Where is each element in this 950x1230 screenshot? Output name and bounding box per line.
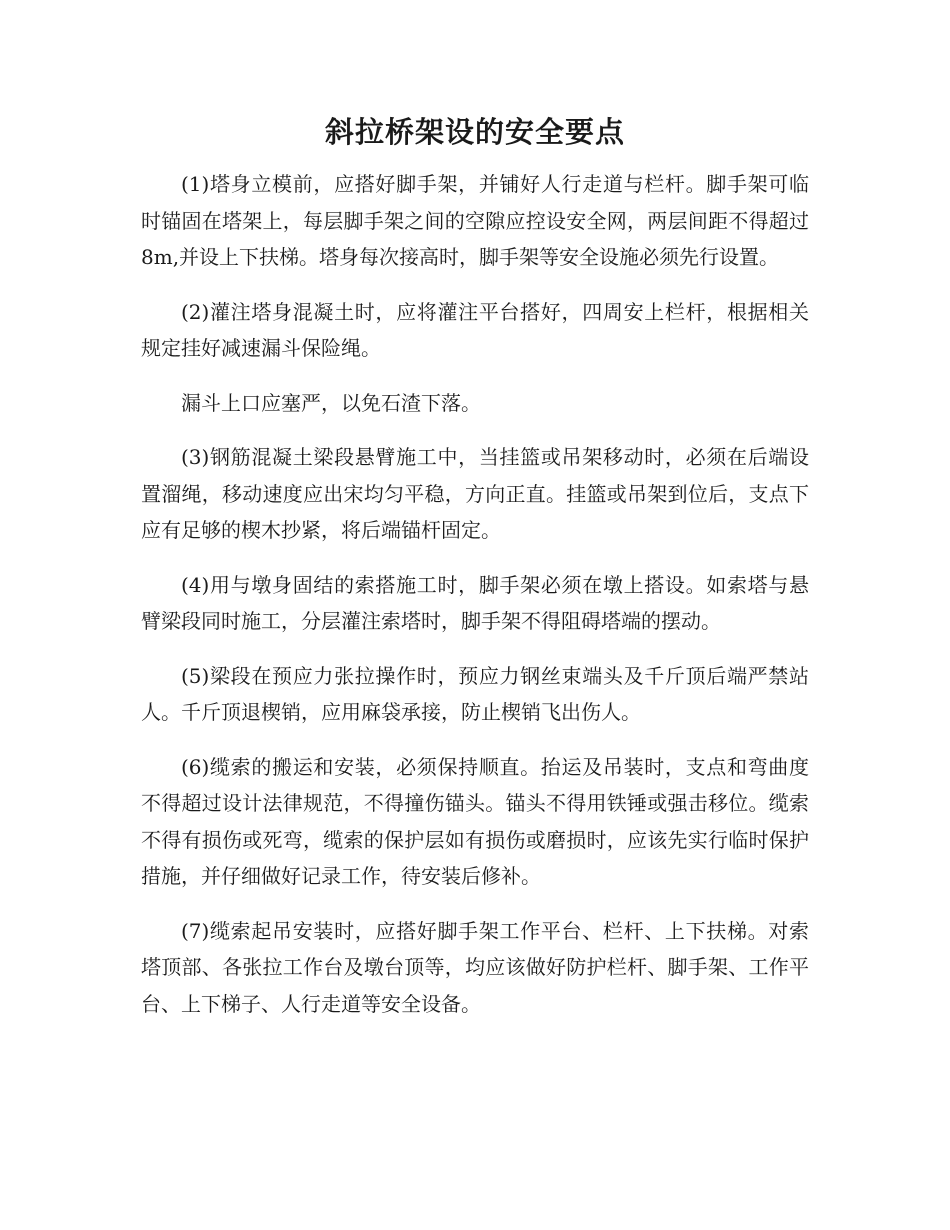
paragraph-3: 漏斗上口应塞严，以免石渣下落。	[181, 390, 481, 415]
paragraph-2: (2)灌注塔身混凝土时，应将灌注平台搭好，四周安上栏杆，根据相关规定挂好减速漏斗保险绳。	[141, 299, 809, 360]
paragraph-8: (7)缆索起吊安装时，应搭好脚手架工作平台、栏杆、上下扶梯。对索塔顶部、各张拉工作台及墩台顶等，均应该做好防护栏杆、脚手架、工作平台、上下梯子、人行走道等安全设备。	[141, 918, 809, 1016]
paragraph-4: (3)钢筋混凝土梁段悬臂施工中，当挂篮或吊架移动时，必须在后端设置溜绳，移动速度应出宋均匀平稳，方向正直。挂篮或吊架到位后，支点下应有足够的楔木抄紧，将后端锚杆固定。	[141, 445, 809, 542]
paragraph-1: (1)塔身立模前，应搭好脚手架，并铺好人行走道与栏杆。脚手架可临时锚固在塔架上，每层脚手架之间的空隙应控设安全网，两层间距不得超过8m,并设上下扶梯。塔身每次接高时，脚手架等安全设施必须先行设置。	[141, 172, 809, 269]
document-body	[141, 166, 809, 1040]
document-title: 斜拉桥架设的安全要点	[324, 115, 625, 149]
paragraph-6: (5)梁段在预应力张拉操作时，预应力钢丝束端头及千斤顶后端严禁站人。千斤顶退楔销，应用麻袋承接，防止楔销飞出伤人。	[141, 663, 809, 724]
paragraph-5: (4)用与墩身固结的索搭施工时，脚手架必须在墩上搭设。如索塔与悬臂梁段同时施工，分层灌注索塔时，脚手架不得阻碍塔端的摆动。	[141, 572, 809, 633]
paragraph-7: (6)缆索的搬运和安装，必须保持顺直。抬运及吊装时，支点和弯曲度不得超过设计法律规范，不得撞伤锚头。锚头不得用铁锤或强击移位。缆索不得有损伤或死弯，缆索的保护层如有损伤或磨损时，应该先实行临时保护措施，并仔细做好记录工作，待安装后修补。	[141, 754, 809, 888]
